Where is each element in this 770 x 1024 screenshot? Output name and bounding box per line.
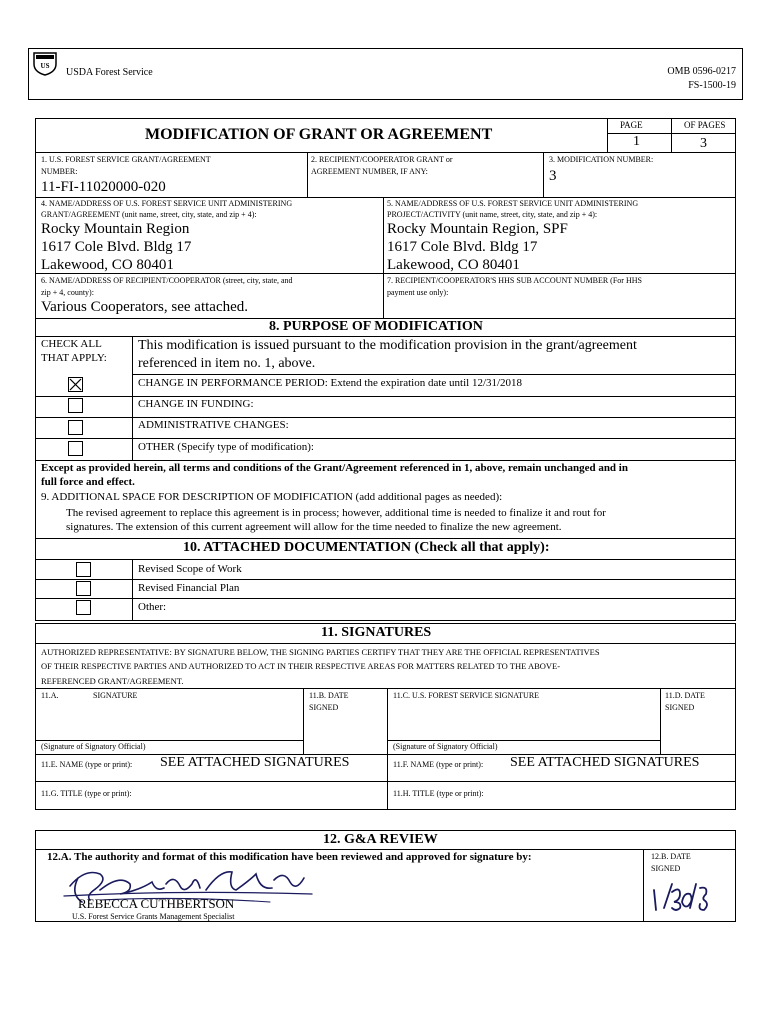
label-11b: 11.B. DATE xyxy=(309,691,349,700)
recipient-name: Various Cooperators, see attached. xyxy=(41,299,249,315)
section10-title: 10. ATTACHED DOCUMENTATION (Check all that apply): xyxy=(183,540,550,555)
section11-title: 11. SIGNATURES xyxy=(321,625,432,640)
field5-label: 5. NAME/ADDRESS OF U.S. FOREST SERVICE UNIT ADMINISTERING xyxy=(387,199,639,208)
field4-label: 4. NAME/ADDRESS OF U.S. FOREST SERVICE UNIT ADMINISTERING xyxy=(41,199,293,208)
project-unit-city: Lakewood, CO 80401 xyxy=(387,257,520,273)
except-text-2: full force and effect. xyxy=(41,476,135,488)
except-text-1: Except as provided herein, all terms and conditions of the Grant/Agreement referenced in 1, above, remain unchanged and in xyxy=(41,462,628,474)
agency-name: USDA Forest Service xyxy=(66,67,153,78)
of-pages-label: OF PAGES xyxy=(684,120,726,130)
option-administrative: ADMINISTRATIVE CHANGES: xyxy=(138,419,289,431)
checkbox-other-attachment[interactable] xyxy=(76,600,91,615)
svg-text:US: US xyxy=(40,62,50,70)
label-11f: 11.F. NAME (type or print): xyxy=(393,760,484,769)
option-performance-period: CHANGE IN PERFORMANCE PERIOD: Extend the expiration date until 12/31/2018 xyxy=(138,377,523,389)
reviewer-title: U.S. Forest Service Grants Management Specialist xyxy=(72,912,235,921)
section9-label: 9. ADDITIONAL SPACE FOR DESCRIPTION OF MODIFICATION (add additional pages as needed): xyxy=(41,491,503,503)
omb-number: OMB 0596-0217 xyxy=(667,66,736,77)
label-11a: 11.A. xyxy=(41,691,59,700)
authorized-rep-text-1: AUTHORIZED REPRESENTATIVE: BY SIGNATURE BELOW, THE SIGNING PARTIES CERTIFY THAT THEY ARE THE OFFICIAL REPRESENTATIVES xyxy=(41,647,600,657)
label-11d: 11.D. DATE xyxy=(665,691,705,700)
field7-label: 7. RECIPIENT/COOPERATOR'S HHS SUB ACCOUNT NUMBER (For HHS xyxy=(387,276,642,285)
label-12a: 12.A. The authority and format of this modification have been reviewed and approved for signature by: xyxy=(47,851,532,863)
name-11e: SEE ATTACHED SIGNATURES xyxy=(160,755,350,770)
label-11g: 11.G. TITLE (type or print): xyxy=(41,789,132,798)
authorized-rep-text-2: OF THEIR RESPECTIVE PARTIES AND AUTHORIZED TO ACT IN THEIR RESPECTIVE AREAS FOR MATTERS RELATED TO THE ABOVE- xyxy=(41,661,561,671)
name-11f: SEE ATTACHED SIGNATURES xyxy=(510,755,700,770)
section9-text-2: signatures. The extension of this current agreement will allow for the time needed to finalize the new agreement. xyxy=(66,521,562,533)
checkbox-financial-plan[interactable] xyxy=(76,581,91,596)
signatory-official-left: (Signature of Signatory Official) xyxy=(41,742,146,751)
field2-label: 2. RECIPIENT/COOPERATOR GRANT or xyxy=(311,155,453,164)
signature-label: SIGNATURE xyxy=(93,691,138,700)
modification-number: 3 xyxy=(549,168,557,184)
project-unit-street: 1617 Cole Blvd. Bldg 17 xyxy=(387,239,538,255)
label-11e: 11.E. NAME (type or print): xyxy=(41,760,133,769)
field6-label: 6. NAME/ADDRESS OF RECIPIENT/COOPERATOR (street, city, state, and xyxy=(41,276,293,285)
option-other: OTHER (Specify type of modification): xyxy=(138,441,314,453)
page-label: PAGE xyxy=(620,120,643,130)
check-all-label: CHECK ALL xyxy=(41,338,102,350)
signatory-official-right: (Signature of Signatory Official) xyxy=(393,742,498,751)
section9-text-1: The revised agreement to replace this agreement is in process; however, additional time is needed to finalize it and rout for xyxy=(66,507,606,519)
agreement-number: 11-FI-11020000-020 xyxy=(41,179,166,195)
option-funding: CHANGE IN FUNDING: xyxy=(138,398,254,410)
purpose-text-1: This modification is issued pursuant to the modification provision in the grant/agreement xyxy=(138,338,637,353)
section12-title: 12. G&A REVIEW xyxy=(323,832,438,847)
of-pages-number: 3 xyxy=(700,136,707,151)
attached-scope-of-work: Revised Scope of Work xyxy=(138,563,242,575)
field3-label: 3. MODIFICATION NUMBER: xyxy=(549,155,654,164)
fs-unit-name: Rocky Mountain Region xyxy=(41,221,190,237)
fs-unit-street: 1617 Cole Blvd. Bldg 17 xyxy=(41,239,192,255)
field1-label: 1. U.S. FOREST SERVICE GRANT/AGREEMENT xyxy=(41,155,211,164)
form-number: FS-1500-19 xyxy=(688,80,736,91)
label-11c: 11.C. U.S. FOREST SERVICE SIGNATURE xyxy=(393,691,540,700)
handwritten-date-image xyxy=(650,880,712,914)
attached-other: Other: xyxy=(138,601,167,613)
checkbox-performance-period[interactable] xyxy=(68,377,83,392)
checkbox-other[interactable] xyxy=(68,441,83,456)
purpose-text-2: referenced in item no. 1, above. xyxy=(138,356,316,371)
checkbox-administrative[interactable] xyxy=(68,420,83,435)
form-title: MODIFICATION OF GRANT OR AGREEMENT xyxy=(145,126,493,143)
attached-financial-plan: Revised Financial Plan xyxy=(138,582,240,594)
label-12b: 12.B. DATE xyxy=(651,852,691,861)
checkbox-scope-of-work[interactable] xyxy=(76,562,91,577)
project-unit-name: Rocky Mountain Region, SPF xyxy=(387,221,568,237)
fs-unit-city: Lakewood, CO 80401 xyxy=(41,257,174,273)
checkbox-funding[interactable] xyxy=(68,398,83,413)
section8-title: 8. PURPOSE OF MODIFICATION xyxy=(269,319,483,334)
reviewer-name: REBECCA CUTHBERTSON xyxy=(78,896,235,911)
label-11h: 11.H. TITLE (type or print): xyxy=(393,789,484,798)
authorized-rep-text-3: REFERENCED GRANT/AGREEMENT. xyxy=(41,676,184,686)
page-number: 1 xyxy=(633,134,640,149)
usda-shield-icon xyxy=(32,50,58,76)
